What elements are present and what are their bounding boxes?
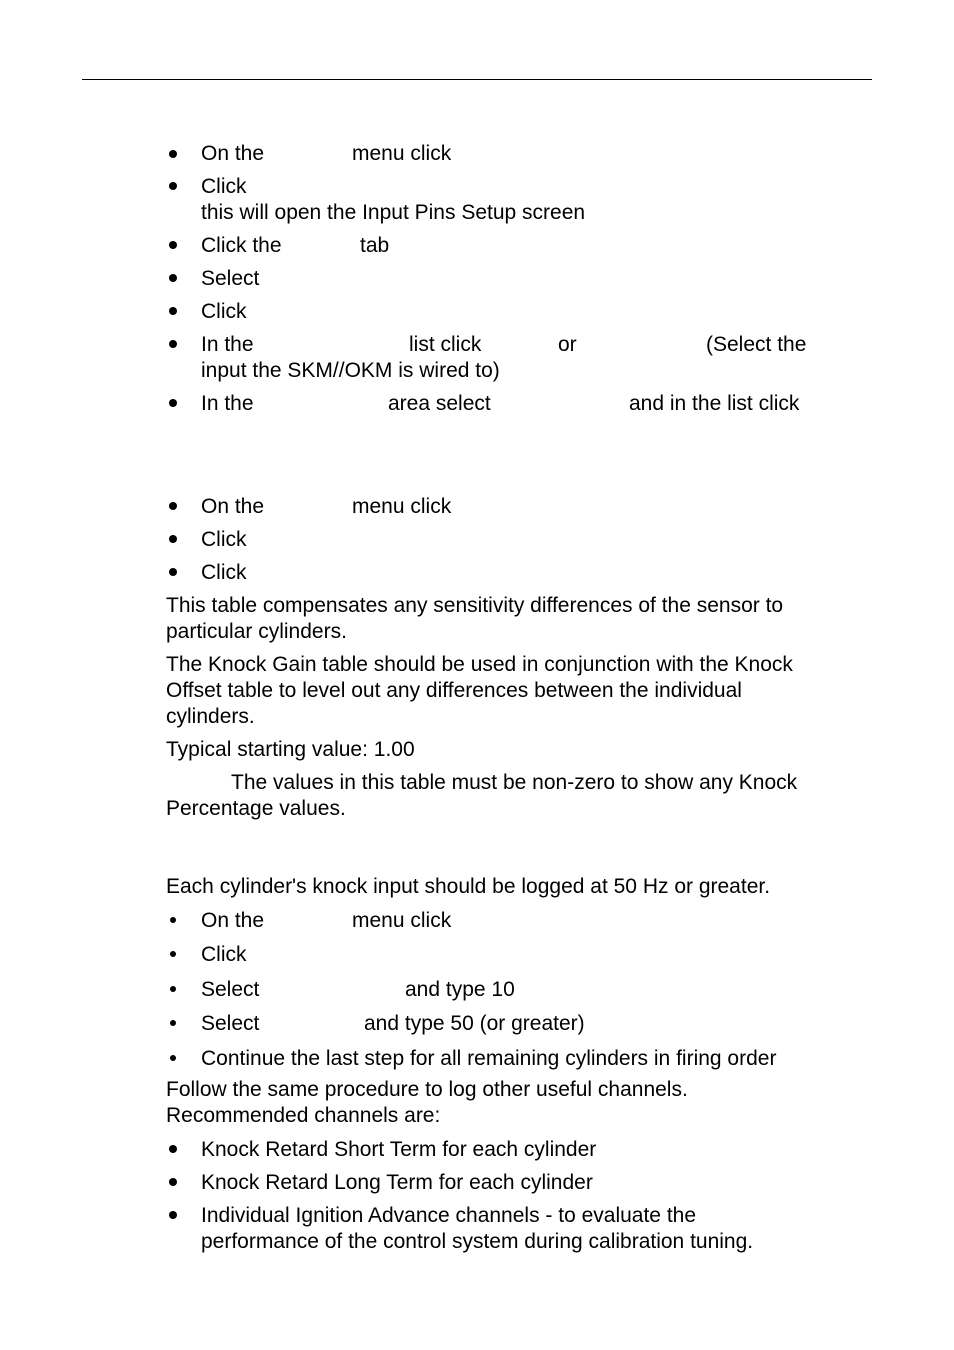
list-item-text: In the <box>201 392 254 415</box>
list-item-text: Click <box>201 943 247 966</box>
list-item-text: On the <box>201 909 265 932</box>
list-item-text: Select <box>201 1012 260 1035</box>
bullet-icon <box>170 986 176 992</box>
list-item-text: input the SKM//OKM is wired to) <box>201 359 500 382</box>
paragraph-line: cylinders. <box>166 705 255 728</box>
list-item-text: Click <box>201 528 247 551</box>
paragraph-line: The Knock Gain table should be used in conjunction with the Knock <box>166 653 793 676</box>
list-item-text: Knock Retard Long Term for each cylinder <box>201 1171 593 1194</box>
list-item-text: area select <box>388 392 491 415</box>
bullet-icon <box>169 502 177 510</box>
bullet-icon <box>169 399 177 407</box>
list-item-text: Click <box>201 300 247 323</box>
bullet-icon <box>169 1145 177 1153</box>
list-item-text: and type 50 (or greater) <box>364 1012 585 1035</box>
bullet-icon <box>170 917 176 923</box>
bullet-icon <box>170 1055 176 1061</box>
list-item-text: performance of the control system during calibration tuning. <box>201 1230 754 1253</box>
list-item-text: and type 10 <box>405 978 515 1001</box>
bullet-icon <box>169 535 177 543</box>
list-item-text: and in the list click <box>629 392 800 415</box>
list-item-text: Individual Ignition Advance channels - to evaluate the <box>201 1204 697 1227</box>
header-rule <box>82 79 872 80</box>
list-item-text: Knock Retard Short Term for each cylinder <box>201 1138 597 1161</box>
typical-value-text: Typical starting value: 1.00 <box>166 738 415 761</box>
list-item-text: list click <box>409 333 482 356</box>
list-item-text: menu click <box>352 495 452 518</box>
list-item-text: Select <box>201 267 260 290</box>
list-item-text: Click <box>201 175 247 198</box>
note-line: The values in this table must be non-zero to show any Knock <box>231 771 798 794</box>
note-line: Percentage values. <box>166 797 346 820</box>
bullet-icon <box>169 568 177 576</box>
logging-intro: Each cylinder's knock input should be logged at 50 Hz or greater. <box>166 875 771 898</box>
paragraph-line: particular cylinders. <box>166 620 347 643</box>
list-item-text: Select <box>201 978 260 1001</box>
bullet-icon <box>169 340 177 348</box>
bullet-icon <box>169 241 177 249</box>
bullet-icon <box>169 274 177 282</box>
list-item-text: (Select the <box>706 333 807 356</box>
list-item-text: this will open the Input Pins Setup screen <box>201 201 586 224</box>
list-item-text: On the <box>201 142 265 165</box>
list-item-text: menu click <box>352 909 452 932</box>
list-item-text: Continue the last step for all remaining cylinders in firing order <box>201 1047 777 1070</box>
bullet-icon <box>169 307 177 315</box>
bullet-icon <box>169 1211 177 1219</box>
bullet-icon <box>169 182 177 190</box>
list-item-text: In the <box>201 333 254 356</box>
bullet-icon <box>170 951 176 957</box>
list-item-text: menu click <box>352 142 452 165</box>
list-item-text: or <box>558 333 577 356</box>
paragraph-line: This table compensates any sensitivity differences of the sensor to <box>166 594 784 617</box>
paragraph-line: Offset table to level out any differences between the individual <box>166 679 742 702</box>
bullet-icon <box>169 150 177 158</box>
list-item-text: tab <box>360 234 390 257</box>
list-item-text: On the <box>201 495 265 518</box>
bullet-icon <box>169 1178 177 1186</box>
paragraph-line: Recommended channels are: <box>166 1104 441 1127</box>
list-item-text: Click <box>201 561 247 584</box>
bullet-icon <box>170 1020 176 1026</box>
paragraph-line: Follow the same procedure to log other useful channels. <box>166 1078 688 1101</box>
list-item-text: Click the <box>201 234 282 257</box>
